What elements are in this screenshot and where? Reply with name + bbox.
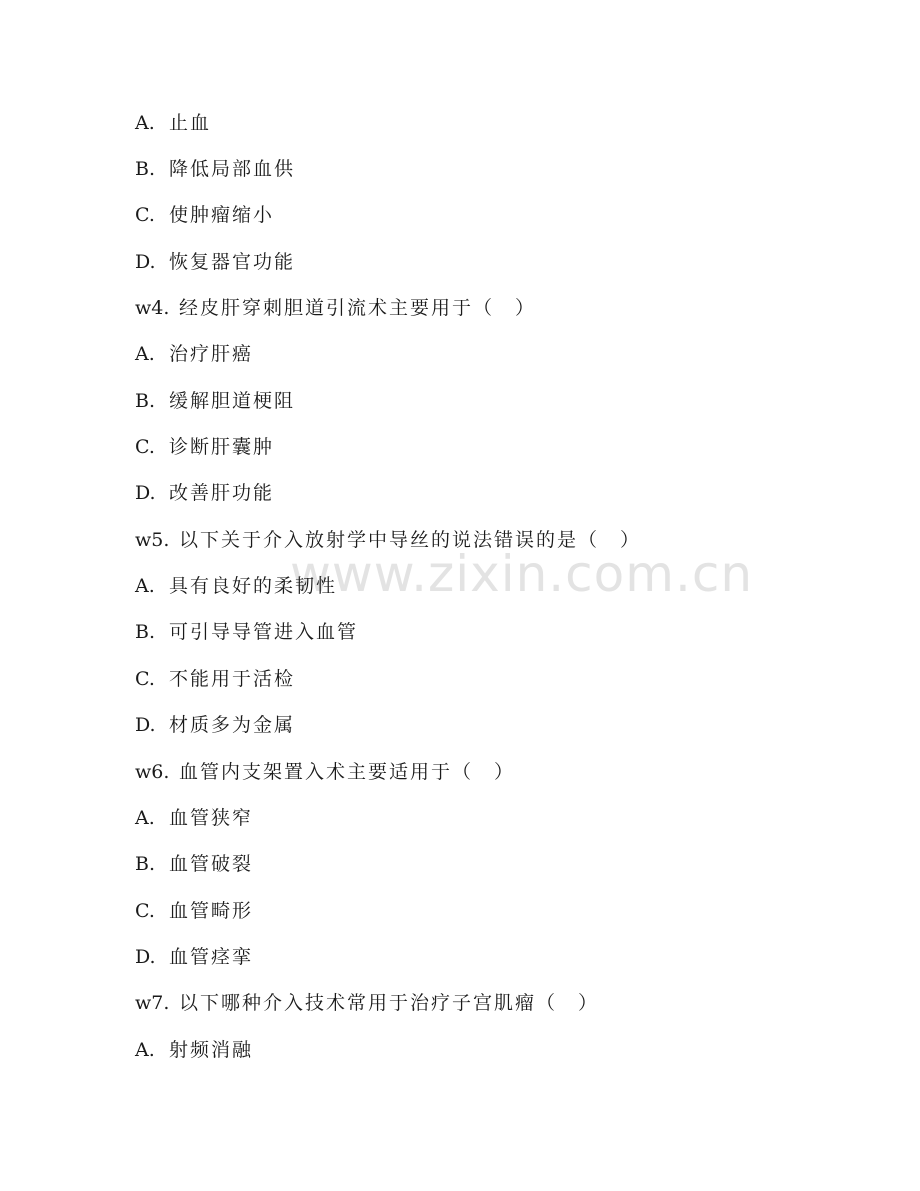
- option-text: 改善肝功能: [169, 482, 275, 504]
- option-text: 使肿瘤缩小: [169, 204, 275, 226]
- option-line: [135, 386, 295, 416]
- question-line: [135, 988, 599, 1018]
- option-label: B.: [135, 621, 156, 643]
- question-number: w6.: [135, 761, 170, 783]
- option-line: [135, 108, 211, 138]
- option-text: 血管破裂: [169, 853, 254, 875]
- option-line: [135, 432, 274, 462]
- option-line: [135, 1035, 253, 1065]
- option-text: 不能用于活检: [169, 668, 296, 690]
- question-line: [135, 525, 641, 555]
- option-text: 诊断肝囊肿: [169, 436, 275, 458]
- question-text: 经皮肝穿刺胆道引流术主要用于（ ）: [179, 297, 537, 319]
- option-text: 治疗肝癌: [169, 343, 254, 365]
- option-line: [135, 664, 295, 694]
- option-label: C.: [135, 436, 155, 458]
- option-label: B.: [135, 390, 156, 412]
- question-number: w5.: [135, 529, 170, 551]
- option-label: A.: [135, 343, 155, 365]
- watermark: www.zixin.com.cn: [290, 545, 754, 603]
- option-text: 血管畸形: [169, 900, 254, 922]
- option-label: D.: [135, 482, 156, 504]
- question-line: [135, 293, 536, 323]
- option-text: 射频消融: [169, 1039, 254, 1061]
- option-label: C.: [135, 204, 155, 226]
- option-label: D.: [135, 946, 156, 968]
- option-line: [135, 896, 253, 926]
- option-text: 血管狭窄: [169, 807, 254, 829]
- option-text: 缓解胆道梗阻: [169, 390, 296, 412]
- question-line: [135, 757, 515, 787]
- option-label: D.: [135, 714, 156, 736]
- option-text: 止血: [169, 112, 212, 134]
- option-line: [135, 803, 253, 833]
- option-text: 材质多为金属: [169, 714, 296, 736]
- option-line: [135, 154, 295, 184]
- question-number: w4.: [135, 297, 170, 319]
- option-line: [135, 710, 295, 740]
- option-label: C.: [135, 900, 155, 922]
- option-text: 具有良好的柔韧性: [169, 575, 338, 597]
- option-label: A.: [135, 807, 155, 829]
- option-label: A.: [135, 1039, 155, 1061]
- option-line: [135, 571, 337, 601]
- option-label: B.: [135, 158, 156, 180]
- question-text: 以下关于介入放射学中导丝的说法错误的是（ ）: [179, 529, 642, 551]
- option-label: A.: [135, 112, 155, 134]
- question-text: 以下哪种介入技术常用于治疗子宫肌瘤（ ）: [179, 992, 600, 1014]
- option-line: [135, 247, 295, 277]
- option-line: [135, 617, 358, 647]
- option-label: C.: [135, 668, 155, 690]
- option-text: 可引导导管进入血管: [169, 621, 359, 643]
- option-line: [135, 849, 253, 879]
- option-text: 降低局部血供: [169, 158, 296, 180]
- option-text: 血管痉挛: [169, 946, 254, 968]
- option-label: B.: [135, 853, 156, 875]
- option-label: A.: [135, 575, 155, 597]
- option-line: [135, 478, 274, 508]
- option-line: [135, 339, 253, 369]
- option-label: D.: [135, 251, 156, 273]
- option-line: [135, 200, 274, 230]
- option-line: [135, 942, 253, 972]
- option-text: 恢复器官功能: [169, 251, 296, 273]
- question-text: 血管内支架置入术主要适用于（ ）: [179, 761, 516, 783]
- question-number: w7.: [135, 992, 170, 1014]
